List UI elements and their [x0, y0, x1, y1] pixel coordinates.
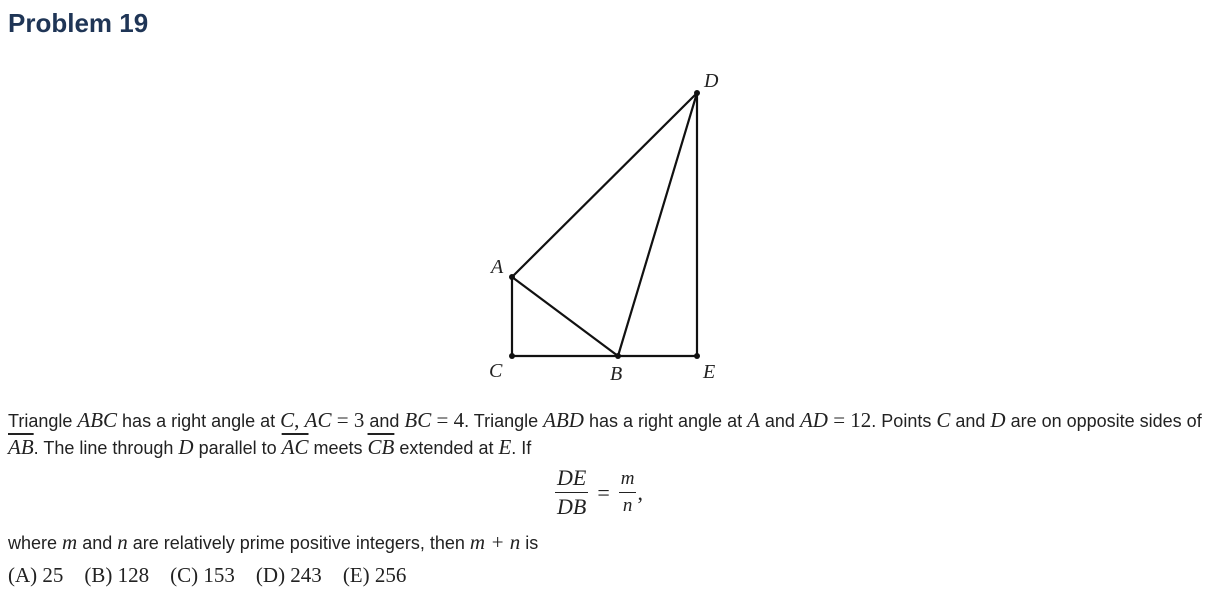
text: . Triangle	[464, 411, 544, 431]
point-e	[694, 353, 700, 359]
math-bc: BC	[404, 408, 432, 432]
text: meets	[308, 438, 368, 458]
choice-a[interactable]: (A) 25	[8, 563, 64, 587]
choice-d[interactable]: (D) 243	[255, 563, 322, 587]
problem-statement	[8, 407, 1208, 461]
fraction-bar	[619, 492, 637, 493]
text: and	[759, 411, 800, 431]
math-c: C	[280, 408, 295, 432]
math-abc: ABC	[77, 408, 118, 432]
label-b: B	[610, 363, 623, 385]
math-ac-segment: $\overline{AC}$	[281, 435, 309, 459]
text: are relatively prime positive integers, then	[127, 533, 470, 553]
text: and	[364, 411, 405, 431]
math-m-plus-n: m + n	[469, 530, 521, 554]
problem-title: Problem 19	[8, 8, 149, 38]
text: and	[950, 411, 991, 431]
text: where	[8, 533, 63, 553]
math-ad: AD	[799, 408, 828, 432]
fraction-m-n	[619, 467, 637, 518]
text: . Points	[871, 411, 937, 431]
segment-ab	[512, 277, 618, 356]
text: ,	[294, 408, 305, 432]
text: parallel to	[193, 438, 282, 458]
denominator: n	[622, 495, 633, 517]
conclusion-sentence	[8, 529, 538, 556]
point-c	[509, 353, 515, 359]
text: are on opposite sides of	[1005, 411, 1202, 431]
math-eq-4: = 4	[431, 408, 465, 432]
answer-choices	[8, 563, 427, 588]
comma: ,	[637, 479, 643, 505]
fraction-de-db	[555, 465, 588, 520]
choice-e[interactable]: (E) 256	[342, 563, 407, 587]
text: is	[520, 533, 539, 553]
math-eq-12: = 12	[827, 408, 872, 432]
math-ab-segment: $\overline{AB}$	[8, 435, 34, 459]
numerator: DE	[557, 465, 587, 490]
math-e: E	[498, 435, 512, 459]
math-n: n	[117, 530, 128, 554]
fraction-bar	[555, 492, 588, 493]
text: Triangle	[8, 411, 78, 431]
math-d: D	[178, 435, 194, 459]
numerator: m	[620, 468, 635, 489]
text: has a right angle at	[583, 411, 748, 431]
point-b	[615, 353, 621, 359]
label-d: D	[704, 70, 719, 92]
denominator: DB	[557, 494, 587, 520]
equals-sign: =	[597, 479, 610, 505]
text: . The line through	[33, 438, 179, 458]
text: and	[77, 533, 118, 553]
label-e: E	[703, 361, 716, 383]
math-a: A	[747, 408, 760, 432]
label-a: A	[491, 256, 504, 278]
point-d	[694, 90, 700, 96]
math-abd: ABD	[543, 408, 584, 432]
choice-b[interactable]: (B) 128	[84, 563, 150, 587]
display-equation	[555, 465, 643, 520]
point-a	[509, 274, 515, 280]
text: extended at	[394, 438, 499, 458]
math-cb-segment: $\overline{CB}$	[367, 435, 395, 459]
math-ac: AC	[304, 408, 332, 432]
label-c: C	[489, 360, 503, 382]
math-eq-3: = 3	[331, 408, 365, 432]
math-d: D	[990, 408, 1006, 432]
text: . If	[511, 438, 532, 458]
math-c: C	[936, 408, 951, 432]
text: has a right angle at	[117, 411, 281, 431]
choice-c[interactable]: (C) 153	[170, 563, 235, 587]
math-m: m	[62, 530, 78, 554]
